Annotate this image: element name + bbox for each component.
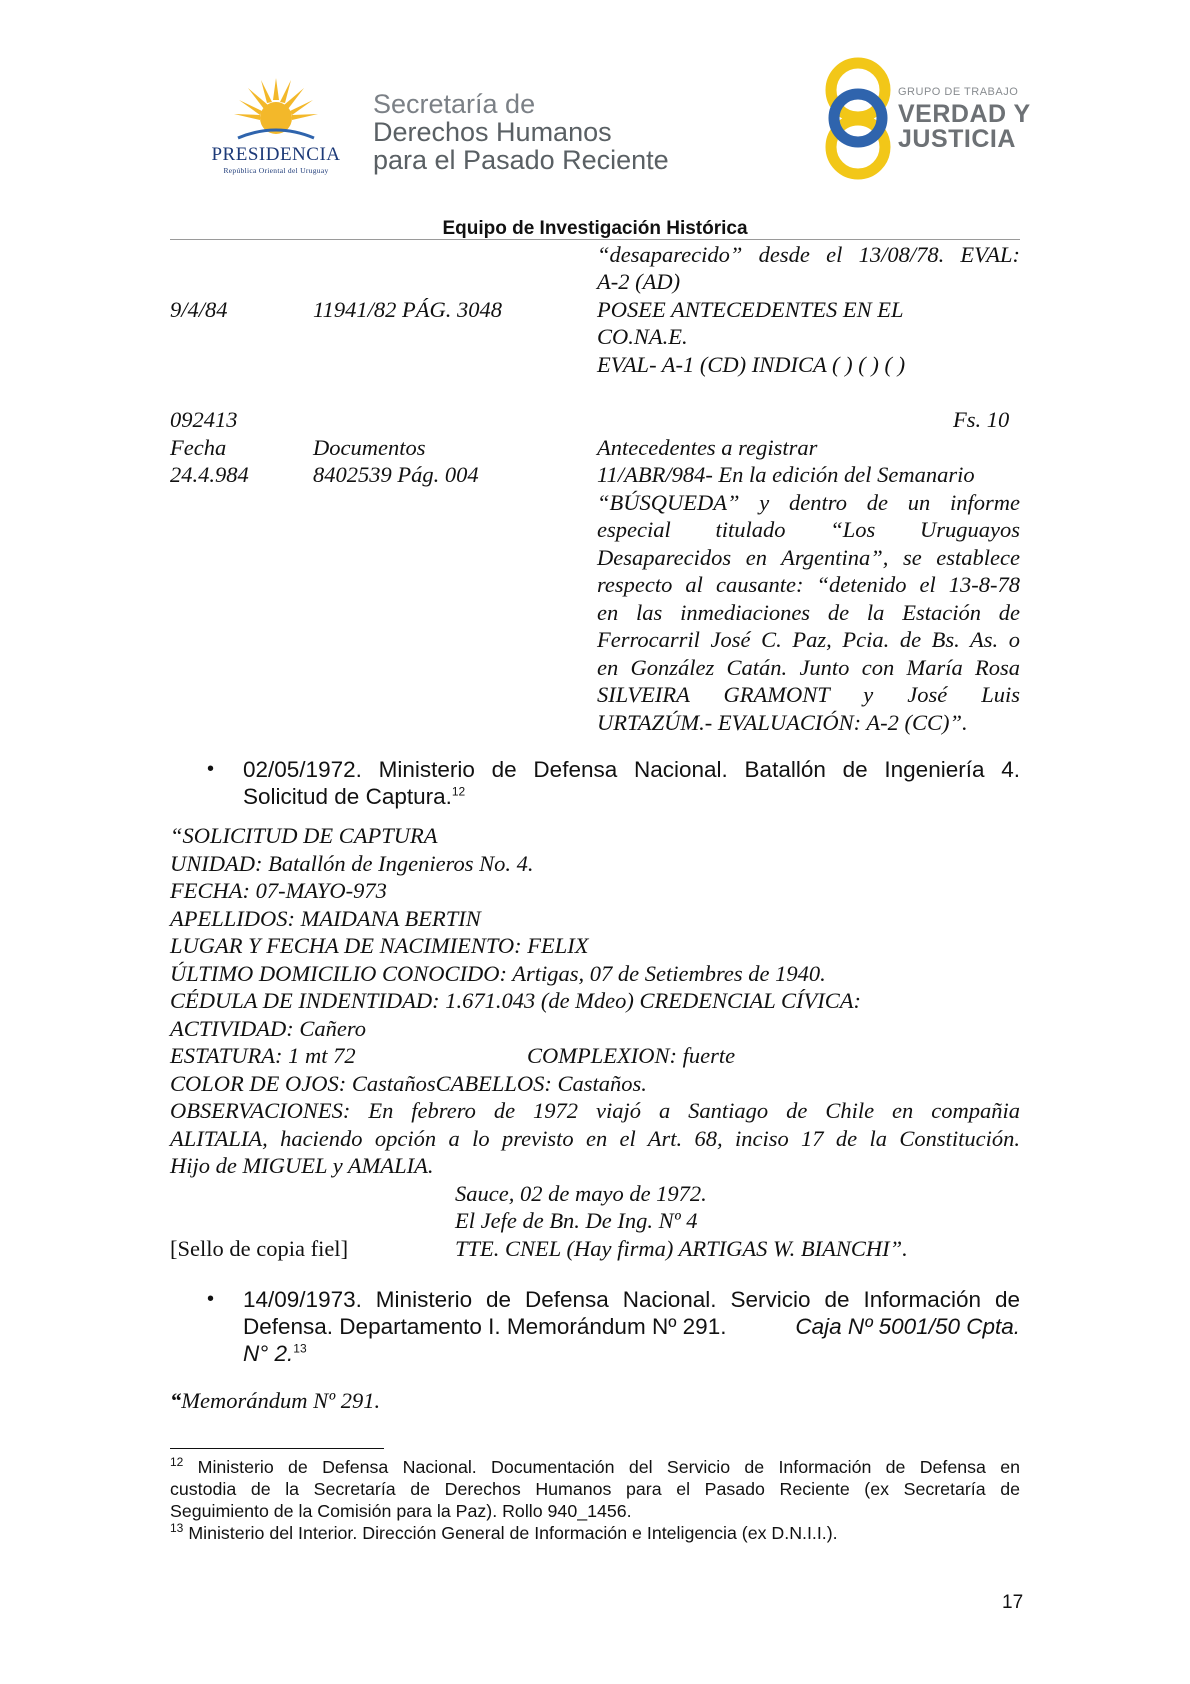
record-line: POSEE ANTECEDENTES EN EL [597, 297, 904, 322]
bullet-item-line [243, 1313, 1020, 1340]
capture-observaciones: ALITALIA, haciendo opción a lo previsto en el Art. 68, inciso 17 de la Constitución. [170, 1126, 1020, 1151]
column-header-date: Fecha [170, 435, 227, 460]
presidencia-name: PRESIDENCIA [211, 144, 341, 165]
bullet-icon: • [207, 758, 215, 780]
seal-note: [Sello de copia fiel] [170, 1236, 349, 1261]
record-document: 8402539 Pág. 004 [313, 462, 479, 487]
capture-line: ACTIVIDAD: Cañero [170, 1016, 367, 1041]
footnote-divider [170, 1448, 384, 1449]
signature-role: El Jefe de Bn. De Ing. Nº 4 [455, 1208, 698, 1233]
capture-line: CÉDULA DE INDENTIDAD: 1.671.043 (de Mdeo) CREDENCIAL CÍVICA: [170, 988, 861, 1013]
header-subtitle: Equipo de Investigación Histórica [442, 218, 748, 239]
record-line: en González Catán. Junto con María Rosa [597, 655, 1020, 680]
bullet-item-italic-text: Caja Nº 5001/50 Cpta. [795, 1314, 1020, 1339]
record-line: especial titulado “Los Uruguayos [597, 517, 1020, 542]
bullet-item-line [243, 783, 1020, 810]
bullet-item-italic-text: N° 2. [243, 1341, 294, 1366]
capture-observaciones: Hijo de MIGUEL y AMALIA. [170, 1153, 434, 1178]
bullet-item-line [243, 1340, 1020, 1367]
column-header-documents: Documentos [313, 435, 426, 460]
bullet-icon: • [207, 1288, 215, 1310]
footnote-12-line: custodia de la Secretaría de Derechos Humanos para el Pasado Reciente (ex Secretaría de [170, 1479, 1020, 1499]
presidencia-logo [196, 78, 356, 178]
record-line: “BÚSQUEDA” y dentro de un informe [597, 490, 1020, 515]
continuation-line: A-2 (AD) [597, 269, 681, 294]
footnote-text: Ministerio del Interior. Dirección General de Información e Inteligencia (ex D.N.I.I.). [188, 1523, 838, 1543]
memo-heading-text: Memorándum Nº 291. [181, 1388, 381, 1413]
bullet-item-text: Solicitud de Captura. [243, 784, 452, 809]
record-line: EVAL- A-1 (CD) INDICA ( ) ( ) ( ) [597, 352, 906, 377]
footnote-ref-12: 12 [451, 784, 466, 799]
page-number: 17 [1002, 1592, 1024, 1613]
capture-line: APELLIDOS: MAIDANA BERTIN [170, 906, 481, 931]
capture-complexion: COMPLEXION: fuerte [527, 1043, 736, 1068]
record-line: SILVEIRA GRAMONT y José Luis [597, 682, 1020, 707]
capture-color-ojos: COLOR DE OJOS: CastañosCABELLOS: Castaños. [170, 1071, 647, 1096]
footnote-12-line [170, 1456, 1020, 1479]
secretaria-line-3: para el Pasado Reciente [373, 145, 669, 175]
capture-line: ÚLTIMO DOMICILIO CONOCIDO: Artigas, 07 de Setiembres de 1940. [170, 961, 826, 986]
header-divider [170, 239, 1020, 240]
bullet-item-line: 02/05/1972. Ministerio de Defensa Nacional. Batallón de Ingeniería 4. [243, 757, 1020, 782]
secretaria-line-2: Derechos Humanos [373, 117, 612, 147]
footnote-text: Ministerio de Defensa Nacional. Documentación del Servicio de Información de Defensa en [197, 1457, 1020, 1477]
footnote-number: 12 [170, 1455, 184, 1470]
record-document: 11941/82 PÁG. 3048 [313, 297, 502, 322]
record-line: 11/ABR/984- En la edición del Semanario [597, 462, 975, 487]
record-date: 24.4.984 [170, 462, 249, 487]
interlocked-rings-icon [818, 55, 898, 185]
verdad-justicia-logo [818, 55, 1038, 185]
footnote-13-line [170, 1522, 1020, 1545]
footnote-ref-13: 13 [293, 1341, 307, 1356]
signature-place: Sauce, 02 de mayo de 1972. [455, 1181, 707, 1206]
record-line: URTAZÚM.- EVALUACIÓN: A-2 (CC)”. [597, 710, 968, 735]
capture-line: UNIDAD: Batallón de Ingenieros No. 4. [170, 851, 534, 876]
bullet-item-text: Defensa. Departamento I. Memorándum Nº 291. [243, 1314, 727, 1339]
footnote-number: 13 [170, 1521, 184, 1536]
memo-heading [170, 1387, 380, 1415]
gtvj-title-line-1: VERDAD Y [898, 100, 1031, 128]
continuation-line: “desaparecido” desde el 13/08/78. EVAL: [597, 242, 1020, 267]
folio-number: Fs. 10 [953, 407, 1010, 432]
footnote-12-line: Seguimiento de la Comisión para la Paz). Rollo 940_1456. [170, 1501, 632, 1521]
column-header-records: Antecedentes a registrar [597, 435, 818, 460]
record-date: 9/4/84 [170, 297, 228, 322]
gtvj-title-line-2: JUSTICIA [898, 125, 1016, 153]
sun-emblem-icon [234, 78, 318, 142]
signature-name: TTE. CNEL (Hay firma) ARTIGAS W. BIANCHI”. [455, 1236, 908, 1261]
bullet-item-line: 14/09/1973. Ministerio de Defensa Nacional. Servicio de Información de [243, 1287, 1020, 1312]
capture-estatura: ESTATURA: 1 mt 72 [170, 1043, 356, 1068]
capture-observaciones: OBSERVACIONES: En febrero de 1972 viajó a Santiago de Chile en compañia [170, 1098, 1020, 1123]
record-line: Desaparecidos en Argentina”, se establece [597, 545, 1020, 570]
capture-line: “SOLICITUD DE CAPTURA [170, 823, 438, 848]
gtvj-small-label: GRUPO DE TRABAJO [898, 86, 1019, 98]
record-line: Ferrocarril José C. Paz, Pcia. de Bs. As. o [597, 627, 1020, 652]
secretaria-line-1: Secretaría de [373, 89, 536, 119]
sheet-number: 092413 [170, 407, 238, 432]
record-line: en las inmediaciones de la Estación de [597, 600, 1020, 625]
secretaria-logo-text [373, 90, 669, 174]
capture-line: LUGAR Y FECHA DE NACIMIENTO: FELIX [170, 933, 589, 958]
record-line: respecto al causante: “detenido el 13-8-78 [597, 572, 1020, 597]
memo-heading-quote: “ [170, 1388, 182, 1413]
capture-line: FECHA: 07-MAYO-973 [170, 878, 387, 903]
record-line: CO.NA.E. [597, 324, 688, 349]
presidencia-subtitle: República Oriental del Uruguay [223, 166, 329, 175]
